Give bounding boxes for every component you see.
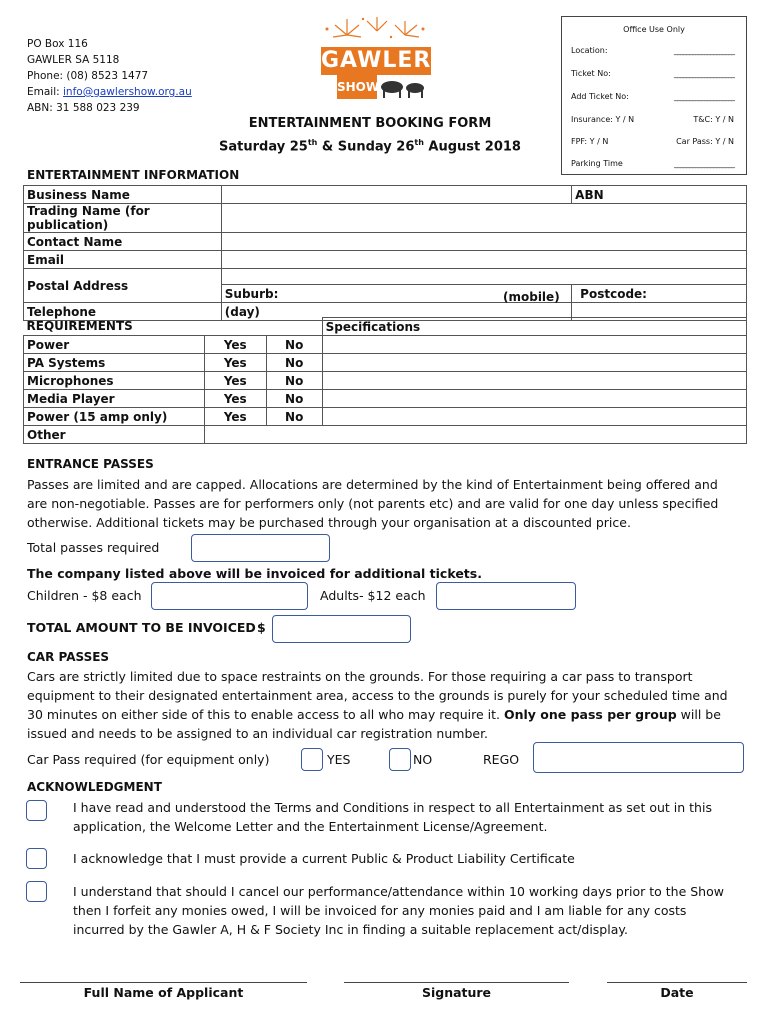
contact-name-field[interactable]	[221, 233, 746, 251]
ack-item-1: I have read and understood the Terms and Conditions in respect to all Entertainment as set out in this application, the Welcome Letter and the Entertainment License/Agreement.	[73, 800, 712, 834]
office-ticket-blank: ____________________	[674, 69, 734, 78]
address-email-row	[27, 84, 192, 100]
req-pa: PA Systems	[24, 354, 205, 372]
office-add-ticket-blank: ____________________	[674, 92, 734, 101]
dollar-sign: $	[257, 620, 266, 635]
trading-name-label: Trading Name (for publication)	[24, 204, 222, 233]
car-yes-label: YES	[327, 752, 351, 767]
car-no-label: NO	[413, 752, 433, 767]
car-text	[27, 667, 739, 743]
date-label: Date	[660, 985, 694, 1000]
email-label: Email:	[27, 86, 64, 98]
form-date	[0, 138, 740, 154]
office-ticket-label: Ticket No:	[571, 69, 611, 78]
address-abn: ABN: 31 588 023 239	[27, 102, 140, 114]
total-invoiced-label: TOTAL AMOUNT TO BE INVOICED	[27, 620, 256, 635]
req-media: Media Player	[24, 390, 205, 408]
office-car-pass: Car Pass: Y / N	[676, 137, 734, 146]
req-power: Power	[24, 336, 205, 354]
invoice-note: The company listed above will be invoiced for additional tickets.	[27, 566, 482, 581]
address-block	[27, 36, 192, 116]
requirements-table	[23, 317, 747, 444]
postcode-label: Postcode:	[580, 286, 647, 301]
signature-line[interactable]	[344, 982, 569, 983]
req-media-yes[interactable]: Yes	[204, 390, 266, 408]
signature-label: Signature	[421, 985, 492, 1000]
req-other: Other	[24, 426, 205, 444]
office-location-row	[571, 46, 734, 55]
telephone-label: Telephone	[24, 303, 222, 321]
rego-input[interactable]	[533, 742, 744, 773]
logo-text-gawler: GAWLER	[321, 48, 432, 73]
office-location-label: Location:	[571, 46, 608, 55]
ack-item-3: I understand that should I cancel our performance/attendance within 10 working days prior to the Show then I forfeit any monies owed, I will be invoiced for any monies paid and I am liable for any costs incurred by the Gawler A, H & F Society Inc in finding a suitable replacement act/display.	[73, 884, 724, 937]
form-title: ENTERTAINMENT BOOKING FORM	[248, 116, 492, 131]
req-pa-spec[interactable]	[322, 354, 746, 372]
office-insurance: Insurance: Y / N	[571, 115, 635, 124]
email-link[interactable]: info@gawlershow.org.au	[63, 86, 192, 98]
req-power-no[interactable]: No	[266, 336, 322, 354]
day-label: (day)	[224, 304, 260, 319]
mobile-label: (mobile)	[503, 290, 560, 304]
business-name-label: Business Name	[24, 186, 222, 204]
car-text-bold: Only one pass per group	[503, 707, 677, 722]
ack-checkbox-2[interactable]	[26, 848, 47, 869]
total-passes-label: Total passes required	[27, 540, 160, 555]
postal-address-field[interactable]	[221, 269, 746, 285]
requirements-heading: REQUIREMENTS	[24, 318, 323, 336]
office-fpf: FPF: Y / N	[571, 137, 609, 146]
req-power15-no[interactable]: No	[266, 408, 322, 426]
req-mic-spec[interactable]	[322, 372, 746, 390]
req-mic-yes[interactable]: Yes	[204, 372, 266, 390]
req-media-no[interactable]: No	[266, 390, 322, 408]
office-location-blank: ____________________	[674, 46, 734, 55]
req-pa-yes[interactable]: Yes	[204, 354, 266, 372]
adults-label: Adults- $12 each	[320, 588, 426, 603]
full-name-line[interactable]	[20, 982, 307, 983]
req-power-spec[interactable]	[322, 336, 746, 354]
total-invoiced-input[interactable]	[272, 615, 411, 643]
office-parking-label: Parking Time	[571, 159, 623, 168]
req-mic: Microphones	[24, 372, 205, 390]
logo-text-show: SHOW	[337, 80, 380, 94]
office-title: Office Use Only	[623, 25, 685, 34]
date-sat: Saturday 25	[219, 139, 308, 155]
date-sup1: th	[307, 138, 318, 147]
ack-heading: ACKNOWLEDGMENT	[27, 780, 162, 794]
date-sup2: th	[414, 138, 424, 147]
car-required-label: Car Pass required (for equipment only)	[27, 752, 270, 767]
postcode-field[interactable]	[572, 285, 747, 303]
car-no-checkbox[interactable]	[389, 748, 411, 771]
date-month: August 2018	[423, 139, 521, 155]
office-parking-blank: ____________________	[674, 159, 734, 168]
req-power15-yes[interactable]: Yes	[204, 408, 266, 426]
specifications-heading: Specifications	[322, 318, 746, 336]
passes-text: Passes are limited and are capped. Allocations are determined by the kind of Entertainment being offered and are non-negotiable. Passes are for performers only (not parents etc) and are valid for one day unless specified otherwise. Additional tickets may be purchased through your organisation at a discounted price.	[27, 477, 719, 530]
date-line[interactable]	[607, 982, 747, 983]
office-add-ticket-label: Add Ticket No:	[571, 92, 629, 101]
car-text-b: will be issued and needs to be assigned to an individual car registration number.	[27, 707, 721, 741]
req-other-field[interactable]	[204, 426, 746, 444]
contact-name-label: Contact Name	[24, 233, 222, 251]
ack-checkbox-1[interactable]	[26, 800, 47, 821]
abn-field[interactable]	[572, 186, 747, 204]
date-sun: & Sunday 26	[317, 139, 415, 155]
office-tc: T&C: Y / N	[693, 115, 734, 124]
req-media-spec[interactable]	[322, 390, 746, 408]
email-field[interactable]	[221, 251, 746, 269]
office-add-ticket-row	[571, 92, 734, 101]
car-yes-checkbox[interactable]	[301, 748, 323, 771]
address-line1: PO Box 116	[27, 38, 88, 50]
full-name-label: Full Name of Applicant	[83, 985, 244, 1000]
business-name-field[interactable]	[221, 186, 571, 204]
abn-label: ABN	[575, 187, 604, 202]
car-heading: CAR PASSES	[27, 650, 110, 664]
address-phone: Phone: (08) 8523 1477	[27, 70, 149, 82]
info-table	[23, 185, 747, 321]
req-power15-spec[interactable]	[322, 408, 746, 426]
children-label: Children - $8 each	[27, 588, 142, 603]
address-line2: GAWLER SA 5118	[27, 54, 120, 66]
postal-address-label: Postal Address	[24, 269, 222, 303]
ack-item-2: I acknowledge that I must provide a current Public & Product Liability Certificate	[73, 851, 575, 866]
total-passes-input[interactable]	[191, 534, 330, 562]
gawler-show-logo	[317, 15, 435, 105]
req-power-yes[interactable]: Yes	[204, 336, 266, 354]
office-parking-row	[571, 159, 734, 168]
rego-label: REGO	[483, 752, 520, 767]
suburb-label: Suburb:	[224, 286, 279, 301]
car-text-a: Cars are strictly limited due to space restraints on the grounds. For those requiring a car pass to transport equipment to their designated entertainment area, access to the grounds is purely for your scheduled time and 30 minutes on either side of this to enable access to all who may require it.	[27, 669, 728, 722]
req-power15: Power (15 amp only)	[24, 408, 205, 426]
adults-input[interactable]	[436, 582, 576, 610]
ack-checkbox-3[interactable]	[26, 881, 47, 902]
req-mic-no[interactable]: No	[266, 372, 322, 390]
info-heading: ENTERTAINMENT INFORMATION	[27, 168, 240, 182]
trading-name-field[interactable]	[221, 204, 746, 233]
req-pa-no[interactable]: No	[266, 354, 322, 372]
passes-heading: ENTRANCE PASSES	[27, 457, 154, 471]
children-input[interactable]	[151, 582, 308, 610]
email-label-cell: Email	[24, 251, 222, 269]
office-ticket-row	[571, 69, 734, 78]
